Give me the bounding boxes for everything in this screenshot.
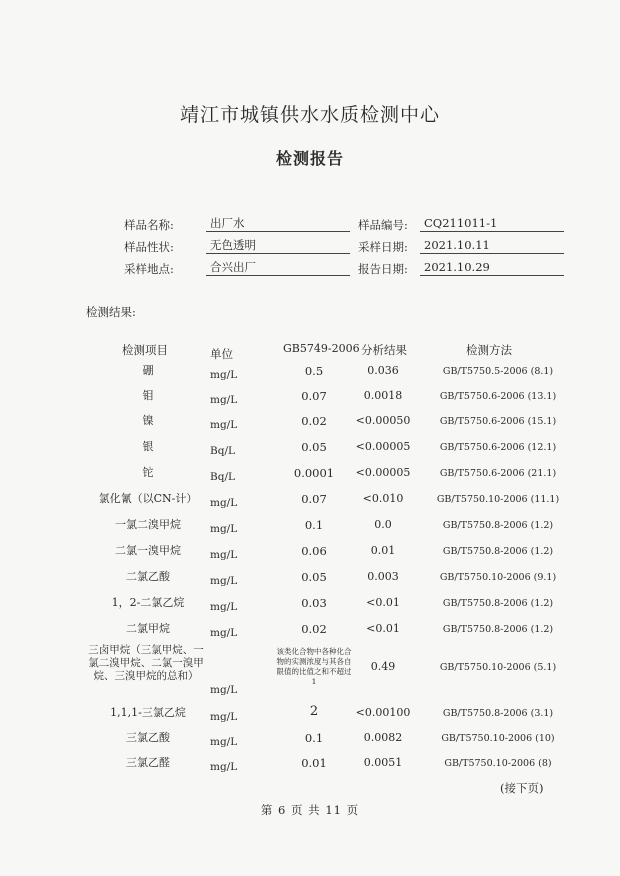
item-limit: 0.0001 bbox=[293, 466, 335, 480]
header-item: 检测项目 bbox=[122, 343, 168, 357]
sampling-site-label: 采样地点: bbox=[124, 262, 174, 276]
item-name: 镍 bbox=[142, 414, 154, 427]
header-method: 检测方法 bbox=[466, 343, 512, 357]
org-name: 靖江市城镇供水水质检测中心 bbox=[179, 104, 440, 126]
item-unit: mg/L bbox=[210, 497, 238, 509]
item-limit: 0.02 bbox=[301, 622, 327, 636]
results-label: 检测结果: bbox=[86, 305, 136, 319]
item-limit: 0.07 bbox=[301, 492, 327, 506]
item-result: <0.01 bbox=[366, 622, 400, 635]
item-unit: mg/L bbox=[210, 549, 238, 561]
item-method: GB/T5750.8-2006 (1.2) bbox=[442, 520, 554, 531]
item-method: GB/T5750.6-2006 (12.1) bbox=[439, 442, 557, 453]
item-limit-note: 该类化合物中各种化合物的实测浓度与其各自限值的比值之和不超过1 bbox=[276, 647, 352, 686]
item-limit: 0.01 bbox=[301, 756, 327, 770]
item-result: 0.01 bbox=[370, 544, 396, 557]
item-result: 0.0018 bbox=[363, 389, 403, 402]
item-unit: Bq/L bbox=[210, 445, 235, 457]
item-name: 二氯乙酸 bbox=[126, 570, 170, 583]
item-method: GB/T5750.8-2006 (1.2) bbox=[442, 624, 554, 635]
item-result: <0.00005 bbox=[355, 440, 411, 453]
item-result: 0.036 bbox=[367, 364, 399, 377]
report-title: 检测报告 bbox=[275, 149, 344, 168]
page-number: 第 6 页 共 11 页 bbox=[260, 803, 360, 817]
item-name: 钼 bbox=[142, 389, 154, 402]
item-method: GB/T5750.10-2006 (11.1) bbox=[436, 494, 560, 505]
item-limit: 0.05 bbox=[301, 570, 327, 584]
item-unit: mg/L bbox=[210, 601, 238, 613]
item-unit: mg/L bbox=[210, 627, 238, 639]
item-limit: 0.5 bbox=[304, 364, 324, 378]
item-name: 二氯甲烷 bbox=[126, 622, 170, 635]
sample-id-value: CQ211011-1 bbox=[420, 216, 564, 232]
sampling-date-value: 2021.10.11 bbox=[420, 238, 564, 254]
item-limit: 0.1 bbox=[304, 518, 324, 532]
sample-name-label: 样品名称: bbox=[124, 218, 174, 232]
item-name: 1,1,1-三氯乙烷 bbox=[110, 706, 186, 719]
item-unit: mg/L bbox=[210, 736, 238, 748]
item-limit: 0.05 bbox=[301, 440, 327, 454]
item-method: GB/T5750.6-2006 (13.1) bbox=[439, 391, 557, 402]
continued-note: (接下页) bbox=[500, 781, 544, 795]
item-limit: 0.06 bbox=[301, 544, 327, 558]
item-unit: mg/L bbox=[210, 684, 238, 696]
item-name: 一氯二溴甲烷 bbox=[115, 518, 181, 531]
item-unit: mg/L bbox=[210, 523, 238, 535]
item-unit: mg/L bbox=[210, 711, 238, 723]
item-method: GB/T5750.10-2006 (10) bbox=[441, 733, 555, 744]
item-unit: mg/L bbox=[210, 419, 238, 431]
header-limit: GB5749-2006 bbox=[283, 342, 360, 355]
item-result: <0.00005 bbox=[355, 466, 411, 479]
sampling-site-value: 合兴出厂 bbox=[206, 260, 350, 276]
item-unit: mg/L bbox=[210, 394, 238, 406]
item-result: 0.0 bbox=[374, 518, 392, 531]
item-name: 硼 bbox=[142, 364, 154, 377]
item-name: 氯化氰（以CN-计） bbox=[98, 492, 198, 505]
item-result: 0.0082 bbox=[363, 731, 403, 744]
item-result: <0.00100 bbox=[355, 706, 411, 719]
item-limit: 2 bbox=[309, 704, 319, 719]
item-method: GB/T5750.6-2006 (21.1) bbox=[439, 468, 557, 479]
item-limit: 0.03 bbox=[301, 596, 327, 610]
item-method: GB/T5750.5-2006 (8.1) bbox=[442, 366, 554, 377]
item-method: GB/T5750.10-2006 (8) bbox=[444, 758, 552, 769]
report-date-label: 报告日期: bbox=[358, 262, 408, 276]
item-name: 铊 bbox=[142, 466, 154, 479]
sample-state-value: 无色透明 bbox=[206, 238, 350, 254]
item-unit: mg/L bbox=[210, 575, 238, 587]
item-name: 三氯乙酸 bbox=[126, 731, 170, 744]
item-result: <0.010 bbox=[362, 492, 404, 505]
item-result: <0.01 bbox=[366, 596, 400, 609]
item-result: 0.003 bbox=[367, 570, 399, 583]
item-method: GB/T5750.8-2006 (1.2) bbox=[442, 546, 554, 557]
item-name: 二氯一溴甲烷 bbox=[115, 544, 181, 557]
item-method: GB/T5750.10-2006 (9.1) bbox=[439, 572, 557, 583]
item-unit: mg/L bbox=[210, 761, 238, 773]
item-limit: 0.1 bbox=[304, 731, 324, 745]
report-date-value: 2021.10.29 bbox=[420, 260, 564, 276]
sample-state-label: 样品性状: bbox=[124, 240, 174, 254]
item-name: 三氯乙醛 bbox=[126, 756, 170, 769]
header-unit: 单位 bbox=[210, 347, 233, 361]
item-name: 银 bbox=[142, 440, 154, 453]
item-result: 0.49 bbox=[370, 660, 396, 673]
item-name: 三卤甲烷（三氯甲烷、一氯二溴甲烷、二氯一溴甲烷、三溴甲烷的总和） bbox=[88, 644, 204, 682]
item-unit: Bq/L bbox=[210, 471, 235, 483]
item-method: GB/T5750.8-2006 (1.2) bbox=[442, 598, 554, 609]
item-unit: mg/L bbox=[210, 369, 238, 381]
item-method: GB/T5750.6-2006 (15.1) bbox=[439, 416, 557, 427]
item-method: GB/T5750.10-2006 (5.1) bbox=[439, 662, 557, 673]
sampling-date-label: 采样日期: bbox=[358, 240, 408, 254]
item-limit: 0.02 bbox=[301, 414, 327, 428]
item-limit: 0.07 bbox=[301, 389, 327, 403]
sample-name-value: 出厂水 bbox=[206, 216, 350, 232]
header-result: 分析结果 bbox=[361, 343, 407, 357]
sample-id-label: 样品编号: bbox=[358, 218, 408, 232]
item-result: 0.0051 bbox=[363, 756, 403, 769]
item-name: 1，2-二氯乙烷 bbox=[111, 596, 185, 609]
item-result: <0.00050 bbox=[355, 414, 411, 427]
item-method: GB/T5750.8-2006 (3.1) bbox=[442, 708, 554, 719]
